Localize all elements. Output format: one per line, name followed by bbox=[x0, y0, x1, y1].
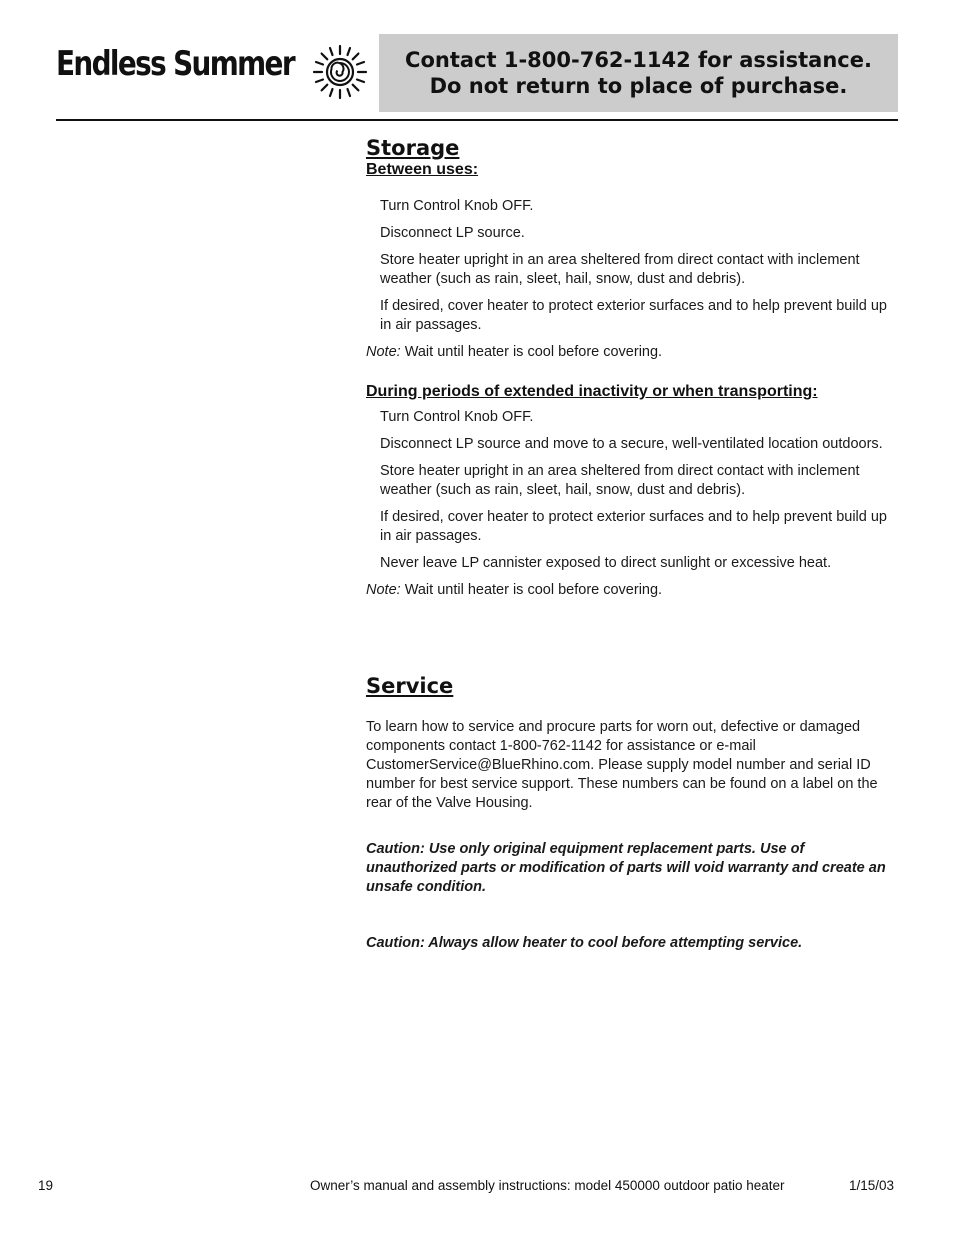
note-text: Wait until heater is cool before covering. bbox=[404, 582, 663, 598]
list-item: Disconnect LP source and move to a secure, well-ventilated location outdoors. bbox=[380, 436, 883, 452]
list-item: Turn Control Knob OFF. bbox=[380, 198, 534, 214]
sun-icon bbox=[311, 43, 369, 101]
list-item: If desired, cover heater to protect exterior surfaces and to help prevent build up in air passages. bbox=[380, 509, 887, 544]
extended-inactivity-heading: During periods of extended inactivity or when transporting: bbox=[366, 383, 818, 400]
caution-replacement-parts: Caution: Use only original equipment replacement parts. Use of unauthorized parts or modification of parts will void warranty and create an unsafe condition. bbox=[366, 841, 886, 895]
between-uses-heading: Between uses: bbox=[366, 161, 479, 178]
contact-banner bbox=[379, 34, 898, 112]
note-label: Note: bbox=[366, 344, 401, 360]
list-item: Store heater upright in an area sheltered from direct contact with inclement weather (such as rain, sleet, hail, snow, dust and debris). bbox=[380, 252, 860, 287]
list-item: If desired, cover heater to protect exterior surfaces and to help prevent build up in air passages. bbox=[380, 298, 887, 333]
extended-note bbox=[366, 581, 898, 600]
page-number: 19 bbox=[38, 1178, 54, 1193]
caution-cool-heater: Caution: Always allow heater to cool before attempting service. bbox=[366, 935, 803, 951]
main-content bbox=[366, 136, 898, 953]
contact-line-2: Do not return to place of purchase. bbox=[429, 74, 848, 98]
brand-logo bbox=[56, 44, 306, 84]
list-item: Disconnect LP source. bbox=[380, 225, 525, 241]
list-item: Store heater upright in an area sheltered from direct contact with inclement weather (such as rain, sleet, hail, snow, dust and debris). bbox=[380, 463, 860, 498]
service-paragraph: To learn how to service and procure parts for worn out, defective or damaged components contact 1-800-762-1142 for assistance or e-mail CustomerService@BlueRhino.com. Please supply model number and serial ID number for best service support. These numbers can be found on a label on the rear of the Valve Housing. bbox=[366, 719, 878, 811]
footer-date: 1/15/03 bbox=[849, 1178, 895, 1193]
list-item: Never leave LP cannister exposed to direct sunlight or excessive heat. bbox=[380, 555, 832, 571]
storage-title: Storage bbox=[366, 136, 460, 160]
header-divider bbox=[56, 119, 898, 121]
note-label: Note: bbox=[366, 582, 401, 598]
storage-note bbox=[366, 343, 898, 362]
contact-line-1: Contact 1-800-762-1142 for assistance. bbox=[405, 48, 872, 72]
service-title: Service bbox=[366, 674, 454, 698]
list-item: Turn Control Knob OFF. bbox=[380, 409, 534, 425]
brand-name: Endless Summer bbox=[56, 44, 294, 84]
footer-manual-title: Owner’s manual and assembly instructions: model 450000 outdoor patio heater bbox=[310, 1178, 785, 1193]
note-text: Wait until heater is cool before covering. bbox=[404, 344, 663, 360]
